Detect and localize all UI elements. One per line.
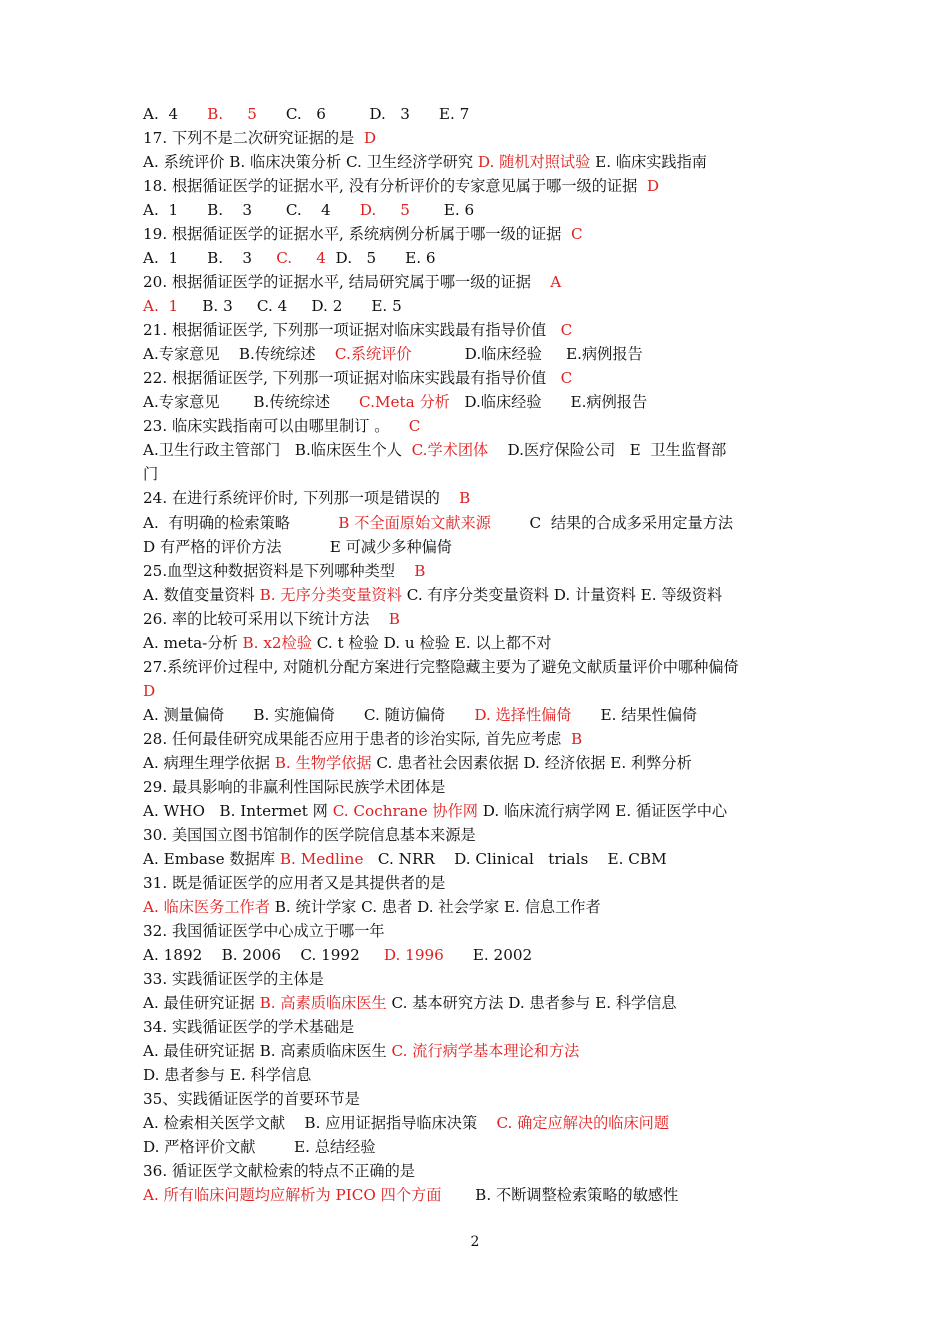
text-line xyxy=(143,896,601,918)
question-text: E. 2002 xyxy=(443,946,533,965)
question-text: E. 结果性偏倚 xyxy=(571,705,698,724)
text-line xyxy=(143,487,470,509)
question-text: A. 数值变量资料 xyxy=(143,585,260,604)
text-line xyxy=(143,1016,354,1038)
answer-text: D. 1996 xyxy=(383,946,444,965)
question-text: A. 系统评价 B. 临床决策分析 C. 卫生经济学研究 xyxy=(143,153,478,172)
text-line xyxy=(143,800,727,822)
question-text: 27.系统评价过程中, 对随机分配方案进行完整隐藏主要为了避免文献质量评价中哪种偏倚 xyxy=(143,657,739,676)
text-line xyxy=(143,1040,579,1062)
question-text: B. 统计学家 C. 患者 D. 社会学家 E. 信息工作者 xyxy=(269,897,601,916)
answer-text: D xyxy=(143,681,156,700)
question-text: A. 测量偏倚 B. 实施偏倚 C. 随访偏倚 xyxy=(143,705,475,724)
text-line xyxy=(143,1064,311,1086)
answer-text: A. 1 xyxy=(143,297,179,316)
question-text: A. 病理生理学依据 xyxy=(143,753,275,772)
answer-text: B. 高素质临床医生 xyxy=(259,994,387,1013)
answer-text: D xyxy=(363,129,377,148)
question-text: 31. 既是循证医学的应用者又是其提供者的是 xyxy=(143,873,446,892)
text-line xyxy=(143,848,667,870)
text-line xyxy=(143,1184,678,1206)
question-text: 30. 美国国立图书馆制作的医学院信息基本来源是 xyxy=(143,825,476,844)
answer-text: B 不全面原始文献来源 xyxy=(338,513,491,532)
text-line xyxy=(143,367,572,389)
text-line xyxy=(143,680,155,702)
question-text: A.专家意见 B.传统综述 xyxy=(143,345,335,364)
question-text: 36. 循证医学文献检索的特点不正确的是 xyxy=(143,1162,415,1181)
answer-text: C.Meta 分析 xyxy=(359,393,450,412)
question-text: D.临床经验 E.病例报告 xyxy=(411,345,643,364)
question-text: 17. 下列不是二次研究证据的是 xyxy=(143,129,364,148)
question-text: A. WHO B. Intermet 网 xyxy=(143,801,333,820)
question-text: B. 3 C. 4 D. 2 E. 5 xyxy=(178,297,402,316)
text-line xyxy=(143,824,476,846)
answer-text: C. 确定应解决的临床问题 xyxy=(496,1114,670,1133)
question-text: A. 检索相关医学文献 B. 应用证据指导临床决策 xyxy=(143,1114,497,1133)
question-text: A. Embase 数据库 xyxy=(143,849,280,868)
question-text: 21. 根据循证医学, 下列那一项证据对临床实践最有指导价值 xyxy=(143,321,561,340)
answer-text: D xyxy=(646,177,660,196)
text-line xyxy=(143,920,385,942)
answer-text: C.系统评价 xyxy=(334,345,412,364)
answer-text: A. 临床医务工作者 xyxy=(143,897,270,916)
text-line xyxy=(143,608,400,630)
text-line xyxy=(143,872,445,894)
question-text: 26. 率的比较可采用以下统计方法 xyxy=(143,609,389,628)
text-line xyxy=(143,295,402,317)
question-text: 22. 根据循证医学, 下列那一项证据对临床实践最有指导价值 xyxy=(143,369,561,388)
question-text: A. 4 xyxy=(143,105,208,123)
answer-text: A. 所有临床问题均应解析为 PICO 四个方面 xyxy=(143,1186,442,1205)
text-line xyxy=(143,728,582,750)
question-text: C. 患者社会因素依据 D. 经济依据 E. 利弊分析 xyxy=(371,753,692,772)
question-text: 35、实践循证医学的首要环节是 xyxy=(143,1090,360,1109)
text-line xyxy=(143,776,445,798)
question-text: A.卫生行政主管部门 B.临床医生个人 xyxy=(143,441,412,460)
answer-text: C xyxy=(408,417,421,436)
answer-text: D. 选择性偏倚 xyxy=(474,705,572,724)
question-text: C 结果的合成多采用定量方法 xyxy=(490,513,734,532)
text-line xyxy=(143,1088,360,1110)
question-text: C. 基本研究方法 D. 患者参与 E. 科学信息 xyxy=(386,994,677,1013)
text-line xyxy=(143,752,692,774)
text-line xyxy=(143,992,677,1014)
text-line xyxy=(143,223,583,245)
question-text: 32. 我国循证医学中心成立于哪一年 xyxy=(143,922,385,941)
question-text: 20. 根据循证医学的证据水平, 结局研究属于哪一级的证据 xyxy=(143,273,551,292)
text-line xyxy=(143,127,376,149)
question-text: D 有严格的评价方法 E 可减少多种偏倚 xyxy=(143,537,453,556)
answer-text: B xyxy=(459,489,471,508)
text-line xyxy=(143,439,726,461)
text-line xyxy=(143,1136,376,1158)
question-text: D.临床经验 E.病例报告 xyxy=(449,393,648,412)
answer-text: C xyxy=(560,369,573,388)
text-line xyxy=(143,584,722,606)
answer-text: B. x2检验 xyxy=(242,633,312,652)
answer-text: B xyxy=(388,609,400,628)
text-line xyxy=(143,175,659,197)
question-text: D. 患者参与 E. 科学信息 xyxy=(143,1066,312,1085)
question-text: A. 1 B. 3 C. 4 xyxy=(143,201,360,220)
question-text: 25.血型这种数据资料是下列哪种类型 xyxy=(143,561,415,580)
question-text: A. 1 B. 3 xyxy=(143,249,277,268)
text-line xyxy=(143,656,739,678)
text-line xyxy=(143,199,474,221)
question-text: D. 5 E. 6 xyxy=(325,249,436,268)
answer-text: B xyxy=(414,561,426,580)
answer-text: C.学术团体 xyxy=(411,441,489,460)
question-text: C. t 检验 D. u 检验 E. 以上都不对 xyxy=(311,633,552,652)
page-number: 2 xyxy=(470,1234,480,1250)
text-line xyxy=(143,968,324,990)
question-text: 33. 实践循证医学的主体是 xyxy=(143,970,324,989)
question-text: 18. 根据循证医学的证据水平, 没有分析评价的专家意见属于哪一级的证据 xyxy=(143,177,647,196)
question-text: 28. 任何最佳研究成果能否应用于患者的诊治实际, 首先应考虑 xyxy=(143,729,571,748)
text-line xyxy=(143,632,551,654)
question-text: C. 有序分类变量资料 D. 计量资料 E. 等级资料 xyxy=(401,585,723,604)
question-text: 29. 最具影响的非赢利性国际民族学术团体是 xyxy=(143,777,446,796)
question-text: A. 最佳研究证据 B. 高素质临床医生 xyxy=(143,1042,392,1061)
question-text: D. 严格评价文献 E. 总结经验 xyxy=(143,1138,376,1157)
text-line xyxy=(143,1112,669,1134)
answer-text: B. 5 xyxy=(207,105,257,123)
text-line xyxy=(143,343,643,365)
question-text: 19. 根据循证医学的证据水平, 系统病例分析属于哪一级的证据 xyxy=(143,225,571,244)
text-line xyxy=(143,151,707,173)
question-text: C. NRR D. Clinical trials E. CBM xyxy=(363,849,667,868)
answer-text: B xyxy=(570,729,583,748)
text-line xyxy=(143,319,572,341)
answer-text: C. 4 xyxy=(276,249,326,268)
answer-text: B. 生物学依据 xyxy=(274,753,372,772)
text-line xyxy=(143,560,425,582)
question-text: C. 6 D. 3 E. 7 xyxy=(256,105,470,123)
question-text: E. 临床实践指南 xyxy=(590,153,707,172)
question-text: D.医疗保险公司 E 卫生监督部 xyxy=(488,441,727,460)
question-text: 24. 在进行系统评价时, 下列那一项是错误的 xyxy=(143,489,460,508)
text-line xyxy=(143,415,420,437)
text-line xyxy=(143,463,158,485)
answer-text: A xyxy=(550,273,562,292)
answer-text: B. 无序分类变量资料 xyxy=(259,585,402,604)
text-line xyxy=(143,271,561,293)
question-text: E. 6 xyxy=(409,201,475,220)
text-line xyxy=(143,512,733,534)
answer-text: D. 5 xyxy=(359,201,410,220)
question-text: 34. 实践循证医学的学术基础是 xyxy=(143,1018,355,1037)
question-text: A. 有明确的检索策略 xyxy=(143,513,339,532)
text-line xyxy=(143,704,697,726)
answer-text: B. Medline xyxy=(279,849,364,868)
answer-text: D. 随机对照试验 xyxy=(477,153,591,172)
text-line xyxy=(143,103,469,125)
text-line xyxy=(143,1160,415,1182)
question-text: 门 xyxy=(143,465,159,484)
question-text: A. 1892 B. 2006 C. 1992 xyxy=(143,946,384,965)
question-text: A.专家意见 B.传统综述 xyxy=(143,393,360,412)
question-text: A. meta-分析 xyxy=(143,633,243,652)
question-text: B. 不断调整检索策略的敏感性 xyxy=(441,1186,679,1205)
question-text: 23. 临床实践指南可以由哪里制订 。 xyxy=(143,417,409,436)
text-line xyxy=(143,944,532,966)
answer-text: C xyxy=(560,321,573,340)
question-text: D. 临床流行病学网 E. 循证医学中心 xyxy=(477,801,728,820)
question-text: A. 最佳研究证据 xyxy=(143,994,260,1013)
text-line xyxy=(143,536,452,558)
answer-text: C. 流行病学基本理论和方法 xyxy=(391,1042,580,1061)
text-line xyxy=(143,391,647,413)
text-line xyxy=(143,247,436,269)
answer-text: C. Cochrane 协作网 xyxy=(332,801,478,820)
answer-text: C xyxy=(570,225,583,244)
